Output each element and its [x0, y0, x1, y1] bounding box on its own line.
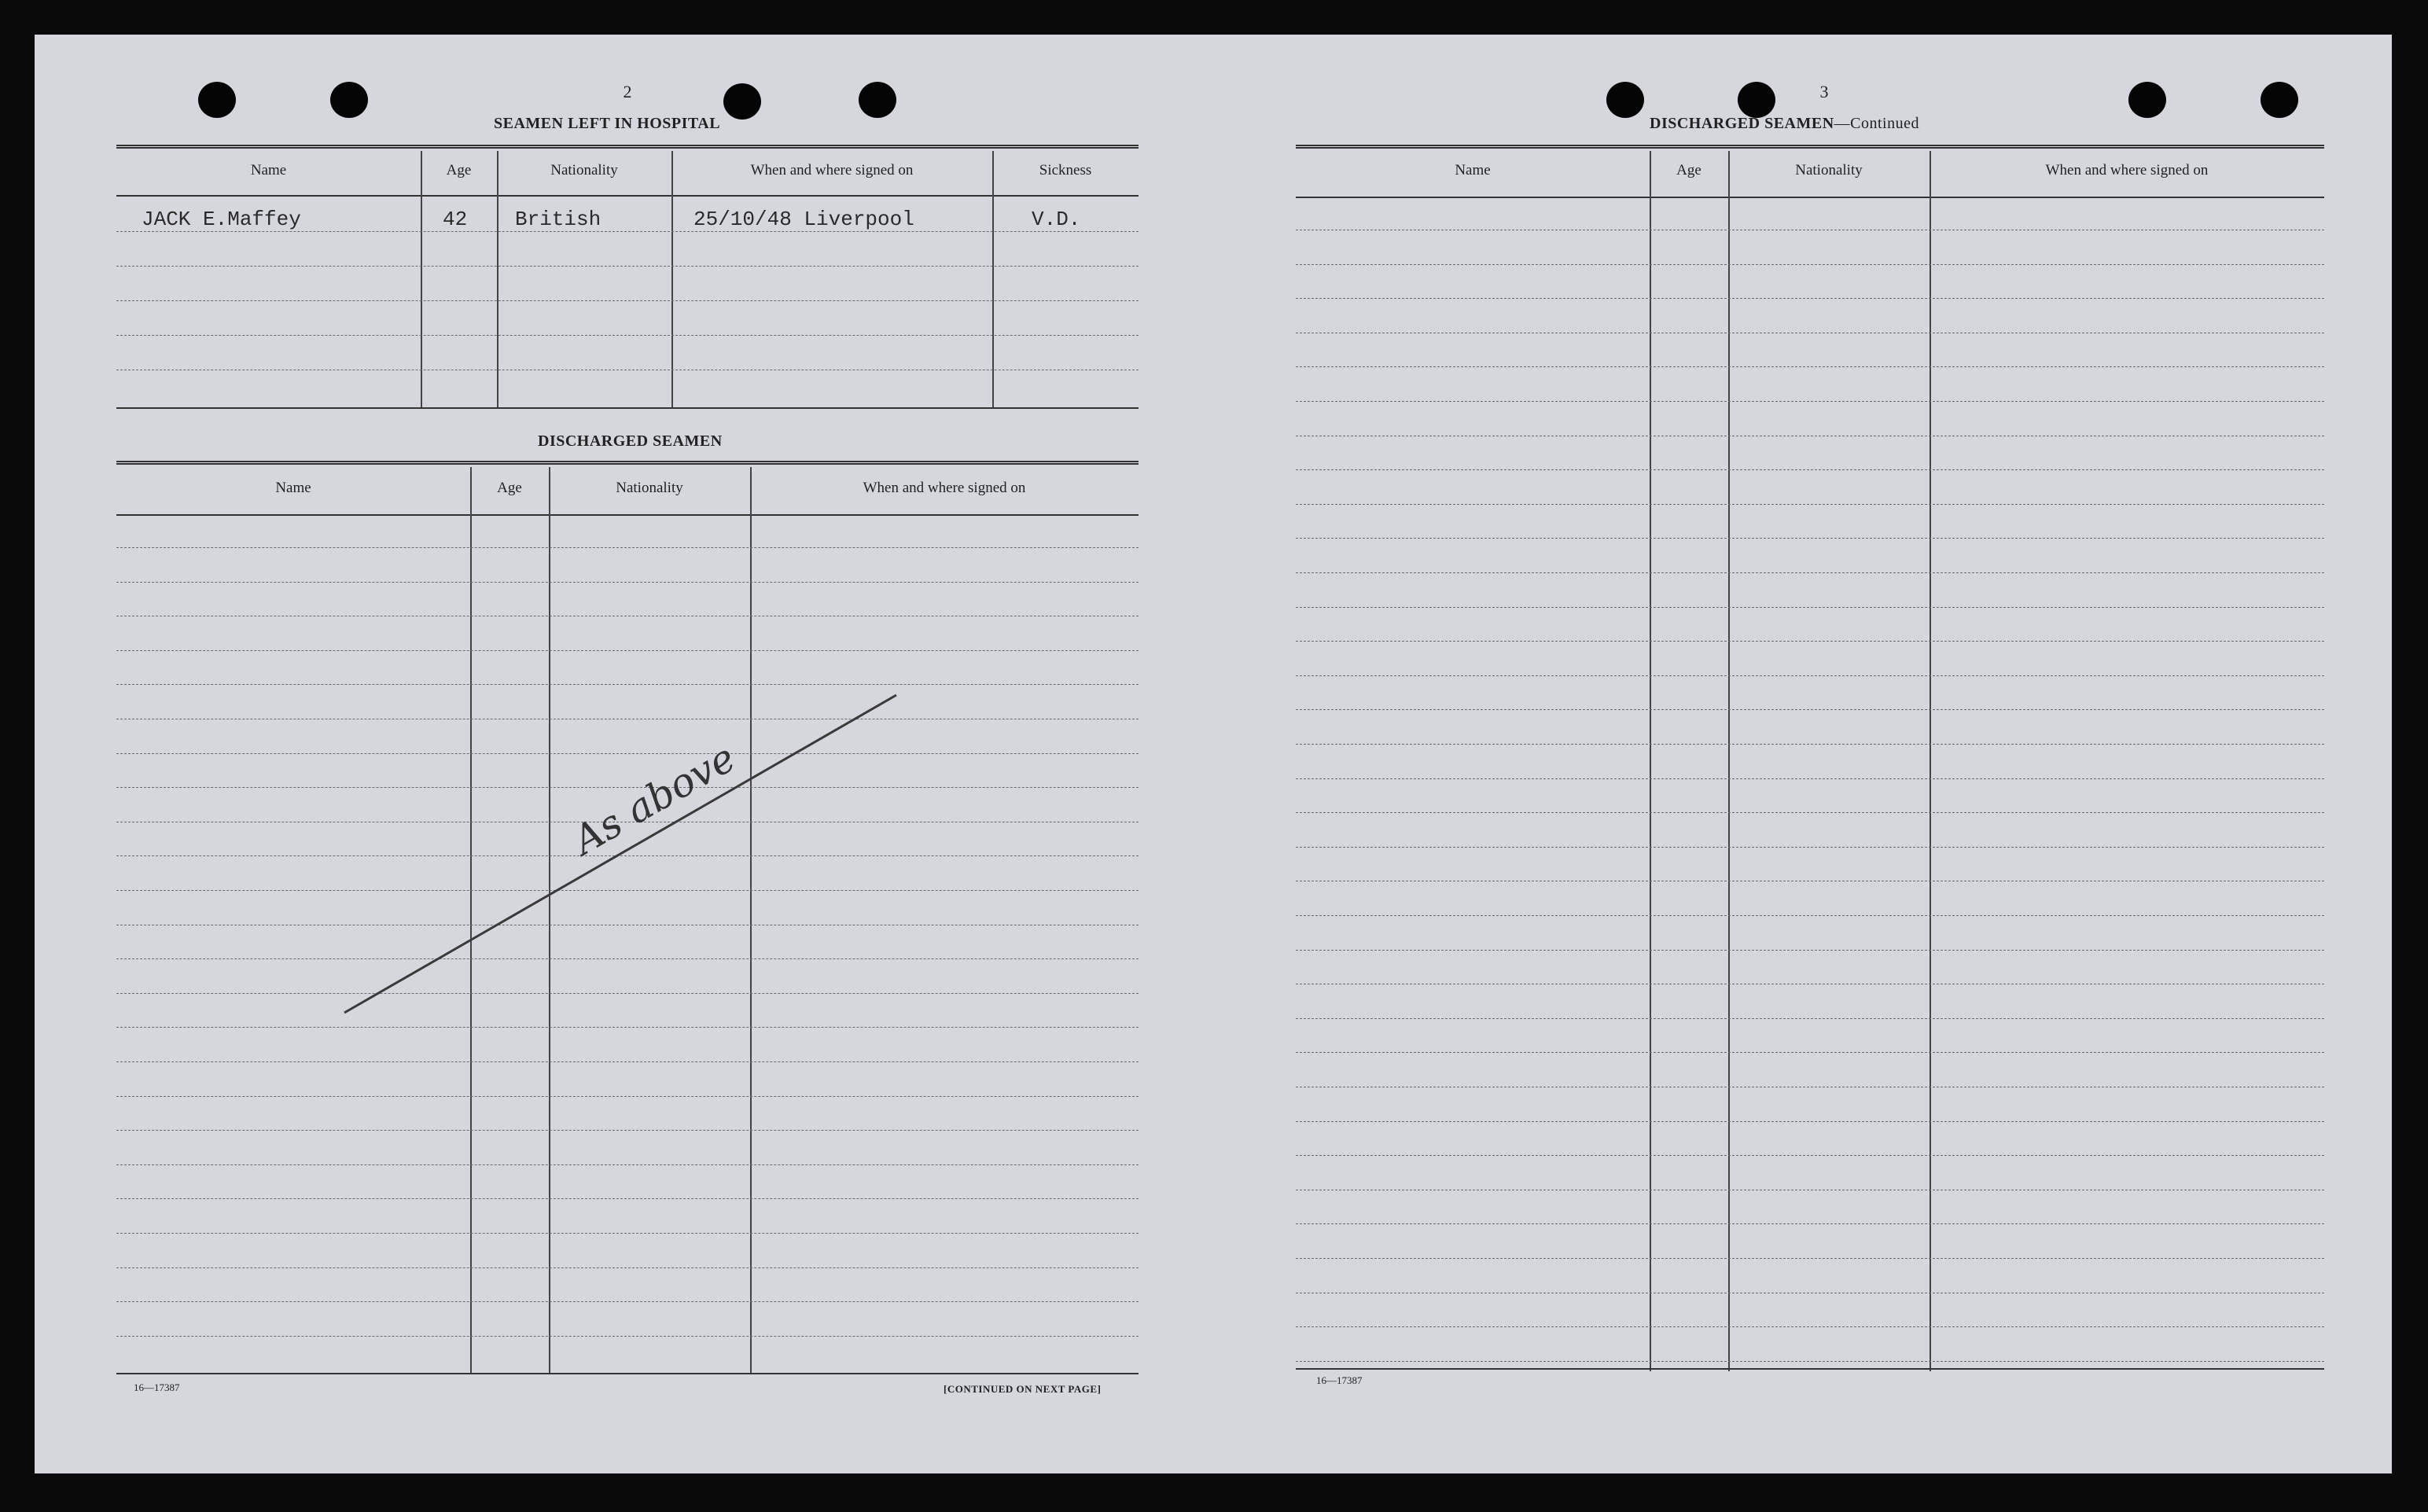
- ruled-row-line: [1296, 1155, 2324, 1156]
- discharged-continued-title: [1650, 115, 1919, 133]
- ruled-row-line: [1296, 709, 2324, 710]
- ruled-row-line: [1296, 469, 2324, 470]
- column-header-signed-on: When and where signed on: [750, 162, 914, 178]
- ruled-row-line: [1296, 401, 2324, 402]
- column-header-signed-on: When and where signed on: [863, 480, 1026, 496]
- hospital-entry-signed-on: 25/10/48 Liverpool: [693, 208, 914, 231]
- ruled-row-line: [1296, 847, 2324, 848]
- column-header-name: Name: [1455, 162, 1491, 178]
- ruled-row-line: [1296, 298, 2324, 299]
- ruled-row-line: [1296, 675, 2324, 676]
- ruled-row-line: [1296, 778, 2324, 779]
- continued-note: [CONTINUED ON NEXT PAGE]: [944, 1383, 1102, 1395]
- column-header-age: Age: [446, 162, 472, 178]
- form-code-left: 16—17387: [134, 1381, 180, 1393]
- ruled-row-line: [1296, 950, 2324, 951]
- hospital-entry-sickness: V.D.: [1032, 208, 1081, 231]
- ruled-row-line: [1296, 572, 2324, 573]
- hospital-entry-age: 42: [443, 208, 468, 231]
- ruled-row-line: [1296, 641, 2324, 642]
- hospital-entry-name: JACK E.Maffey: [142, 208, 301, 231]
- ruled-row-line: [1296, 1326, 2324, 1327]
- ruled-row-line: [1296, 264, 2324, 265]
- ruled-row-line: [1296, 1018, 2324, 1019]
- ruled-row-line: [1296, 915, 2324, 916]
- form-code-right: 16—17387: [1316, 1374, 1363, 1386]
- ruled-row-line: [1296, 744, 2324, 745]
- discharged-continued-table: [1296, 145, 2324, 1371]
- ruled-row-line: [1296, 1361, 2324, 1362]
- ruled-row-line: [1296, 607, 2324, 608]
- column-header-name: Name: [275, 480, 311, 496]
- handwritten-note: As above: [565, 734, 743, 864]
- column-header-nationality: Nationality: [616, 480, 683, 496]
- ruled-row-line: [1296, 538, 2324, 539]
- ruled-row-line: [1296, 1223, 2324, 1224]
- column-header-name: Name: [250, 162, 287, 178]
- ruled-row-line: [1296, 1121, 2324, 1122]
- ruled-row-line: [1296, 366, 2324, 367]
- column-header-nationality: Nationality: [1795, 162, 1863, 178]
- title-continued: —Continued: [1834, 115, 1919, 132]
- page-number-right: 3: [1819, 82, 1829, 101]
- title-main: DISCHARGED SEAMEN: [1650, 115, 1834, 132]
- column-header-sickness: Sickness: [1039, 162, 1092, 178]
- ruled-row-line: [1296, 504, 2324, 505]
- column-header-nationality: Nationality: [550, 162, 618, 178]
- ruled-row-line: [1296, 1258, 2324, 1259]
- column-header-age: Age: [1676, 162, 1701, 178]
- discharged-section-title: DISCHARGED SEAMEN: [538, 432, 723, 450]
- ruled-row-line: [1296, 812, 2324, 813]
- hospital-entry-nationality: British: [515, 208, 601, 231]
- column-header-signed-on: When and where signed on: [2045, 162, 2209, 178]
- column-header-age: Age: [497, 480, 522, 496]
- ruled-row-line: [1296, 1052, 2324, 1053]
- hospital-section-title: SEAMEN LEFT IN HOSPITAL: [494, 115, 721, 132]
- page-number-left: 2: [623, 82, 632, 101]
